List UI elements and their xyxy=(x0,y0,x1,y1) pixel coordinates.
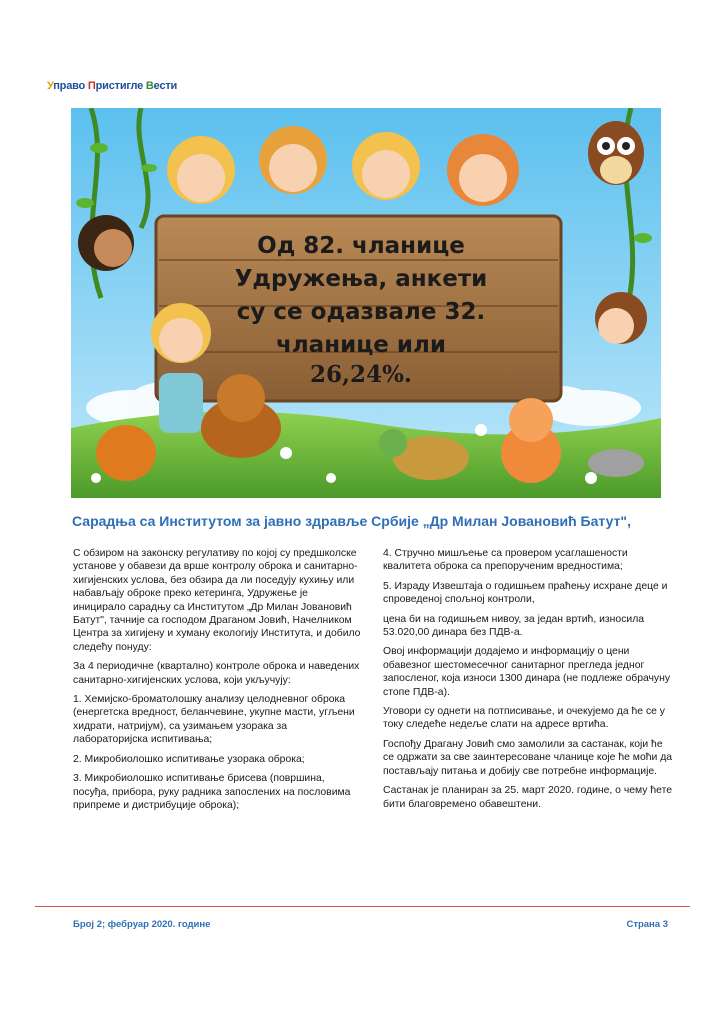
paragraph-left-5: 3. Микробиолошко испитивање брисева (површина, посуђа, прибора, руку радника запослених на пословима припреме и дистрибуције оброка); xyxy=(73,773,351,811)
masthead-w3-first: В xyxy=(145,80,154,92)
footer-page-number: Страна 3 xyxy=(626,919,668,930)
paragraph-right-2: 5. Израду Извештаја о годишњем праћењу исхране деце и спроведеној спољној контроли, xyxy=(383,580,668,606)
paragraph-right-6: Госпођу Драгану Јовић смо замолили за састанак, који ће се одржати за све заинтересоване чланице које ће моћи да постављају питања и добију све потребне информације. xyxy=(383,738,673,777)
paragraph-right-4: Овој информацији додајемо и информацију о цени обавезног шестомесечног санитарног прегледа једног запосленог, која износи 1300 динара (не подлеже обрачуну стопе ПДВ-а). xyxy=(383,646,671,698)
hero-illustration xyxy=(71,108,661,498)
sign-line-4: чланице или xyxy=(276,332,446,358)
article-title: Сарадња са Институтом за јавно здравље Србије „Др Милан Јовановић Батут", xyxy=(72,513,631,529)
paragraph-right-3: цена би на годишњем нивоу, за један вртић, износила 53.020,00 динара без ПДВ-а. xyxy=(383,613,645,639)
owl xyxy=(588,121,644,185)
paragraph-left-1: С обзиром на законску регулативу по којој су предшколске установе у обавези да врше контролу оброка и санитарно-хигијенских услова, без обзира да ли поседују кухињу или набављају оброке преко кетеринга, Удружење је иницирало сарадњу са Институтом „Др Милан Јовановић Батут", тачније са господом Драганом Јовић, Начелником Центра за хигијену и хуману екологију Института, и добило следећу понуду: xyxy=(73,548,361,653)
masthead-w1-first: У xyxy=(47,80,54,92)
sign-line-1: Од 82. чланице xyxy=(257,233,465,259)
sign-line-2: Удружења, анкети xyxy=(234,266,488,292)
masthead-w1-rest: право xyxy=(53,80,86,92)
masthead xyxy=(47,80,177,92)
article-column-right xyxy=(383,547,673,817)
paragraph-left-2: За 4 периодичне (квартално) контроле оброка и наведених санитарно-хигијенских услова, који укључују: xyxy=(73,661,360,686)
paragraph-left-3: 1. Хемијско-броматолошку анализу целодневног оброка (енергетска вредност, беланчевине, укупне масти, угљени хидрати, натријум), са узимањем узорака за лабораторијска испитивања; xyxy=(73,694,355,746)
paragraph-left-4: 2. Микробиолошко испитивање узорака оброка; xyxy=(73,753,305,765)
masthead-w2-first: П xyxy=(87,80,96,92)
masthead-w3-rest: ести xyxy=(153,80,178,92)
paragraph-right-5: Уговори су однети на потписивање, и очекујемо да ће се у току следеће недеље слати на адресе вртића. xyxy=(383,706,666,731)
sign-line-5: 26,24%. xyxy=(310,361,412,388)
footer-issue: Број 2; фебруар 2020. године xyxy=(73,919,211,930)
hero-illustration-svg xyxy=(71,108,661,498)
footer-divider xyxy=(35,906,690,907)
article-column-left xyxy=(73,547,363,818)
wooden-sign xyxy=(156,216,561,401)
paragraph-right-7: Састанак је планиран за 25. март 2020. године, о чему ћете бити благовремено обавештени. xyxy=(383,785,673,810)
sign-line-3: су се одазвале 32. xyxy=(236,299,486,325)
paragraph-right-1: 4. Стручно мишљење са провером усаглашености квалитета оброка са препорученим вредностима; xyxy=(383,548,628,573)
masthead-w2-rest: ристигле xyxy=(95,80,144,92)
